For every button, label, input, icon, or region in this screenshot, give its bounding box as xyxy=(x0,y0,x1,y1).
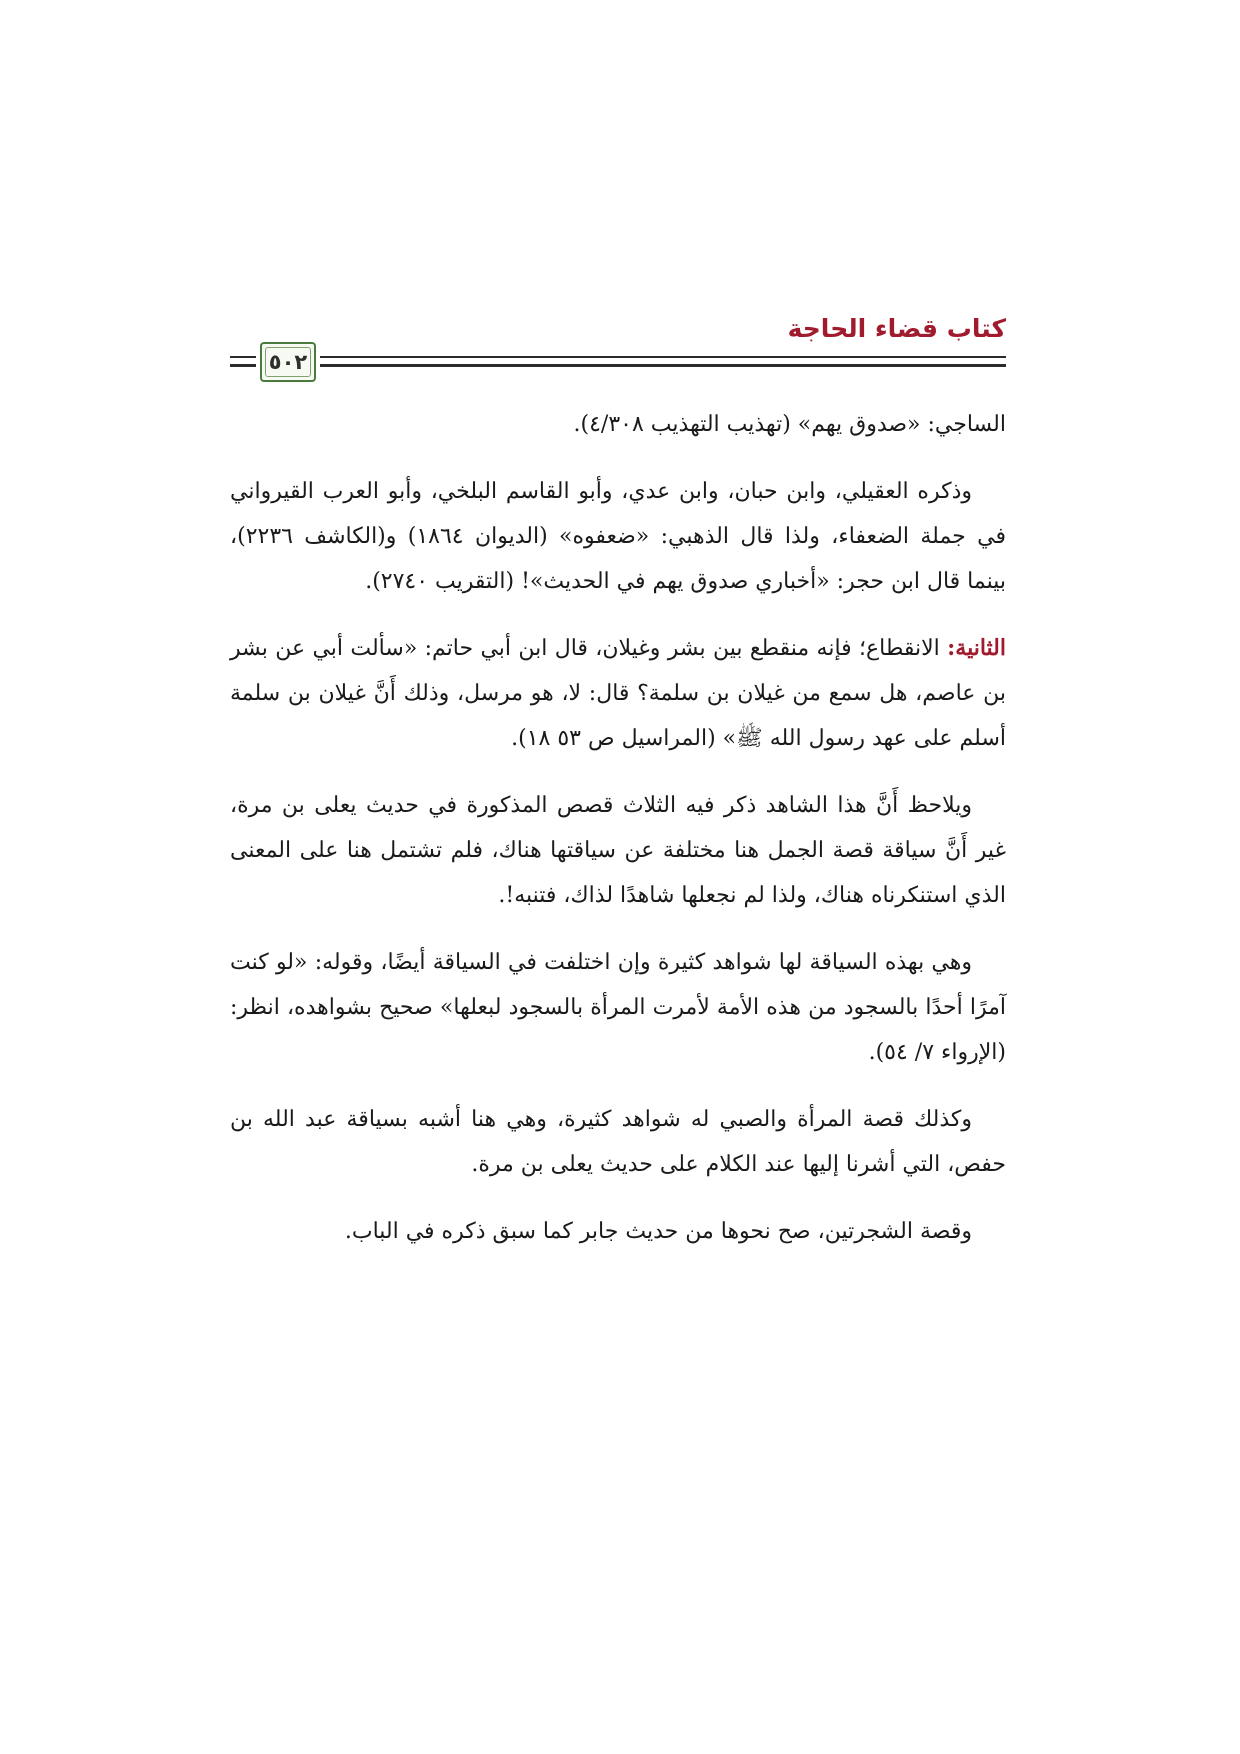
header-rule-left-bottom xyxy=(230,364,256,367)
header-rule-left-top xyxy=(230,356,256,358)
page-number: ٥٠٢ xyxy=(268,350,308,374)
book-title: كتاب قضاء الحاجة xyxy=(787,314,1006,343)
header-rule-bottom xyxy=(320,364,1006,367)
paragraph-2: وذكره العقيلي، وابن حبان، وابن عدي، وأبو القاسم البلخي، وأبو العرب القيرواني في جملة الضعفاء، ولذا قال الذهبي: «ضعفوه» (الديوان ١٨٦٤) و(الكاشف ٢٢٣٦)، بينما قال ابن حجر: «أخباري صدوق يهم في الحديث»! (التقريب ٢٧٤٠). xyxy=(230,479,1006,594)
page-header xyxy=(230,300,1006,390)
paragraph-1: الساجي: «صدوق يهم» (تهذيب التهذيب ٤/٣٠٨). xyxy=(573,412,1006,437)
page-number-badge xyxy=(260,342,316,382)
paragraph-6: وكذلك قصة المرأة والصبي له شواهد كثيرة، وهي هنا أشبه بسياقة عبد الله بن حفص، التي أشرنا إليها عند الكلام على حديث يعلى بن مرة. xyxy=(230,1107,1006,1177)
section-label: الثانية: xyxy=(947,635,1006,661)
paragraph-4: ويلاحظ أَنَّ هذا الشاهد ذكر فيه الثلاث قصص المذكورة في حديث يعلى بن مرة، غير أَنَّ سياقة قصة الجمل هنا مختلفة عن سياقتها هناك، فلم تشتمل هنا على المعنى الذي استنكرناه هناك، ولذا لم نجعلها شاهدًا لذاك، فتنبه!. xyxy=(230,793,1006,908)
paragraph-3-text: الانقطاع؛ فإنه منقطع بين بشر وغيلان، قال ابن أبي حاتم: «سألت أبي عن بشر بن عاصم، هل سمع من غيلان بن سلمة؟ قال: لا، هو مرسل، وذلك أَنَّ غيلان بن سلمة أسلم على عهد رسول الله ﷺ» (المراسيل ص ٥٣ ١٨). xyxy=(230,636,1006,751)
page-body xyxy=(230,402,1006,1276)
header-rule-top xyxy=(320,356,1006,358)
paragraph-3 xyxy=(230,626,1006,761)
paragraph-5: وهي بهذه السياقة لها شواهد كثيرة وإن اختلفت في السياقة أيضًا، وقوله: «لو كنت آمرًا أحدًا بالسجود من هذه الأمة لأمرت المرأة بالسجود لبعلها» صحيح بشواهده، انظر: (الإرواء ٧/ ٥٤). xyxy=(230,950,1006,1065)
paragraph-7: وقصة الشجرتين، صح نحوها من حديث جابر كما سبق ذكره في الباب. xyxy=(344,1219,972,1244)
